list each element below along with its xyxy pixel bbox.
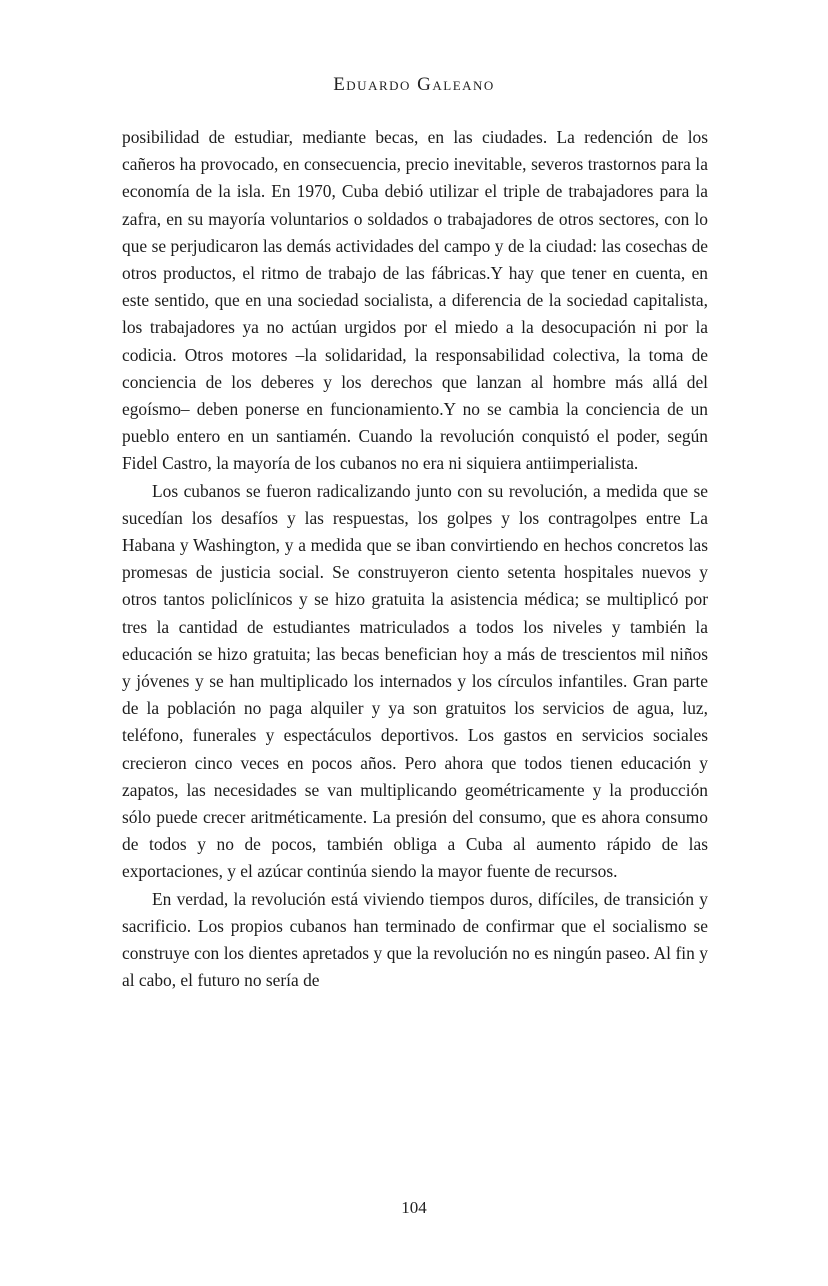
- page-number: 104: [401, 1198, 427, 1217]
- body-text: [122, 124, 708, 995]
- paragraph-3: En verdad, la revolución está viviendo tiempos duros, difíciles, de transición y sacrificio. Los propios cubanos han terminado de confirmar que el socialismo se construye con los dientes apretados y que la revolución no es ningún paseo. Al fin y al cabo, el futuro no sería de: [122, 888, 708, 991]
- paragraph-1: posibilidad de estudiar, mediante becas, en las ciudades. La redención de los cañeros ha provocado, en consecuencia, precio inevitable, severos trastornos para la economía de la isla. En 1970, Cuba debió utilizar el triple de trabajadores para la zafra, en su mayoría voluntarios o soldados o trabajadores de otros sectores, con lo que se perjudicaron las demás actividades del campo y de la ciudad: las cosechas de otros productos, el ritmo de trabajo de las fábricas.Y hay que tener en cuenta, en este sentido, que en una sociedad socialista, a diferencia de la sociedad capitalista, los trabajadores ya no actúan urgidos por el miedo a la desocupación ni por la codicia. Otros motores –la solidaridad, la responsabilidad colectiva, la toma de conciencia de los deberes y los derechos que lanzan al hombre más allá del egoísmo– deben ponerse en funcionamiento.Y no se cambia la conciencia de un pueblo entero en un santiamén. Cuando la revolución conquistó el poder, según Fidel Castro, la mayoría de los cubanos no era ni siquiera antiimperialista.: [122, 127, 708, 474]
- paragraph-2: Los cubanos se fueron radicalizando junto con su revolución, a medida que se sucedían los desafíos y las respuestas, los golpes y los contragolpes entre La Habana y Washington, y a medida que se iban convirtiendo en hechos concretos las promesas de justicia social. Se construyeron ciento setenta hospitales nuevos y otros tantos policlínicos y se hizo gratuita la asistencia médica; se multiplicó por tres la cantidad de estudiantes matriculados a todos los niveles y también la educación se hizo gratuita; las becas benefician hoy a más de trescientos mil niños y jóvenes y se han multiplicado los internados y los círculos infantiles. Gran parte de la población no paga alquiler y ya son gratuitos los servicios de agua, luz, teléfono, funerales y espectáculos deportivos. Los gastos en servicios sociales crecieron cinco veces en pocos años. Pero ahora que todos tienen educación y zapatos, las necesidades se van multiplicando geométricamente y la producción sólo puede crecer aritméticamente. La presión del consumo, que es ahora consumo de todos y no de pocos, también obliga a Cuba al aumento rápido de las exportaciones, y el azúcar continúa siendo la mayor fuente de recursos.: [122, 480, 708, 882]
- running-header: Eduardo Galeano: [333, 74, 495, 95]
